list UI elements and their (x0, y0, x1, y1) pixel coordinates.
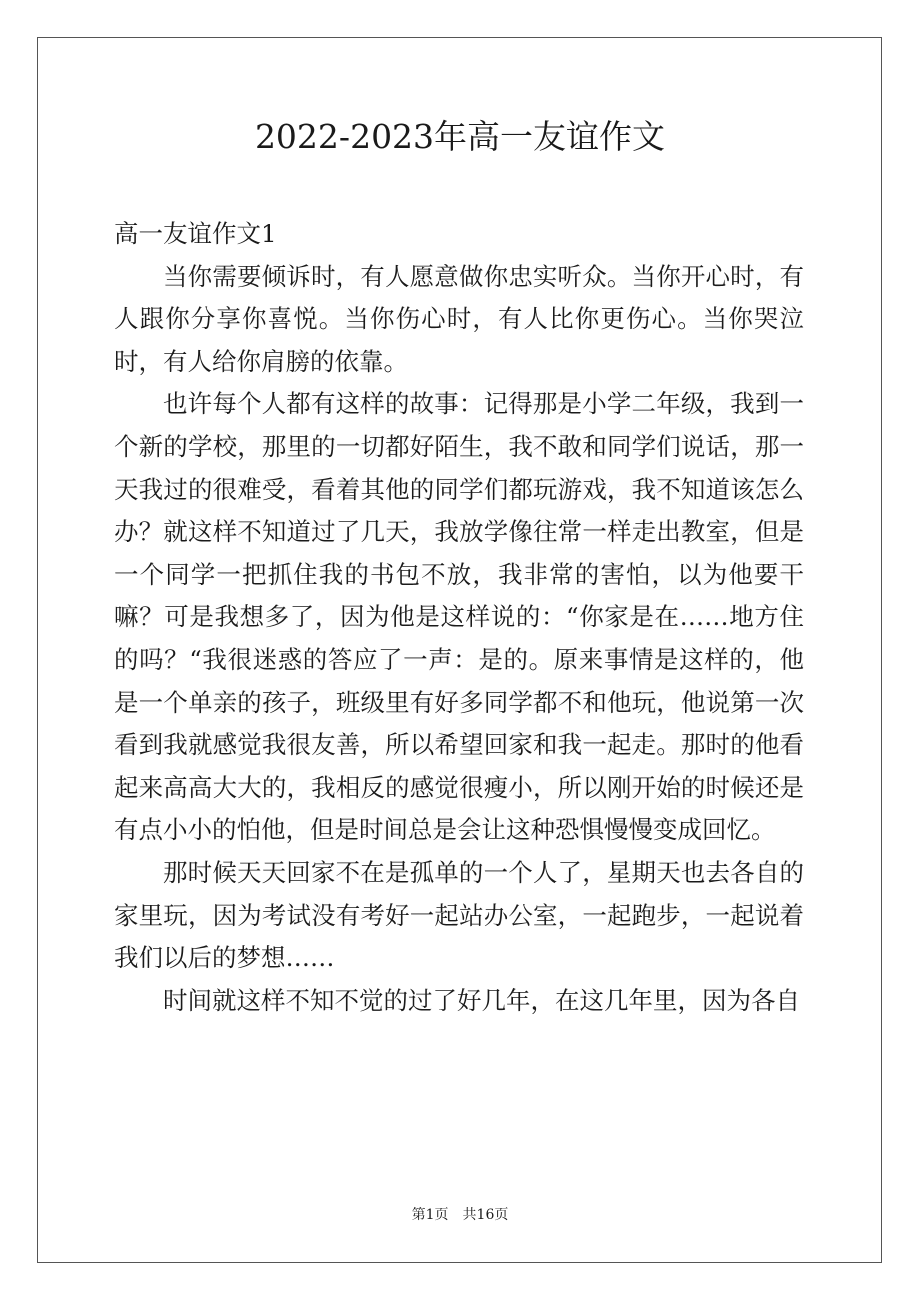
document-title: 2022-2023年高一友谊作文 (254, 117, 666, 156)
document-body (114, 213, 804, 1022)
page-footer: 第1页 共16页 (411, 1207, 509, 1223)
paragraph-1: 当你需要倾诉时，有人愿意做你忠实听众。当你开心时，有人跟你分享你喜悦。当你伤心时，有人比你更伤心。当你哭泣时，有人给你肩膀的依靠。 (114, 261, 804, 376)
paragraph-4: 时间就这样不知不觉的过了好几年，在这几年里，因为各自 (163, 985, 800, 1015)
section-heading: 高一友谊作文1 (114, 219, 277, 248)
paragraph-2: 也许每个人都有这样的故事：记得那是小学二年级，我到一个新的学校，那里的一切都好陌生，我不敢和同学们说话，那一天我过的很难受，看着其他的同学们都玩游戏，我不知道该怎么办？就这样不知道过了几天，我放学像往常一样走出教室，但是一个同学一把抓住我的书包不放，我非常的害怕，以为他要干嘛？可是我想多了，因为他是这样说的：“你家是在……地方住的吗？“我很迷惑的答应了一声：是的。原来事情是这样的，他是一个单亲的孩子，班级里有好多同学都不和他玩，他说第一次看到我就感觉我很友善，所以希望回家和我一起走。那时的他看起来高高大大的，我相反的感觉很瘦小，所以刚开始的时候还是有点小小的怕他，但是时间总是会让这种恐惧慢慢变成回忆。 (114, 389, 804, 845)
paragraph-3: 那时候天天回家不在是孤单的一个人了，星期天也去各自的家里玩，因为考试没有考好一起站办公室，一起跑步，一起说着我们以后的梦想…… (114, 857, 804, 973)
